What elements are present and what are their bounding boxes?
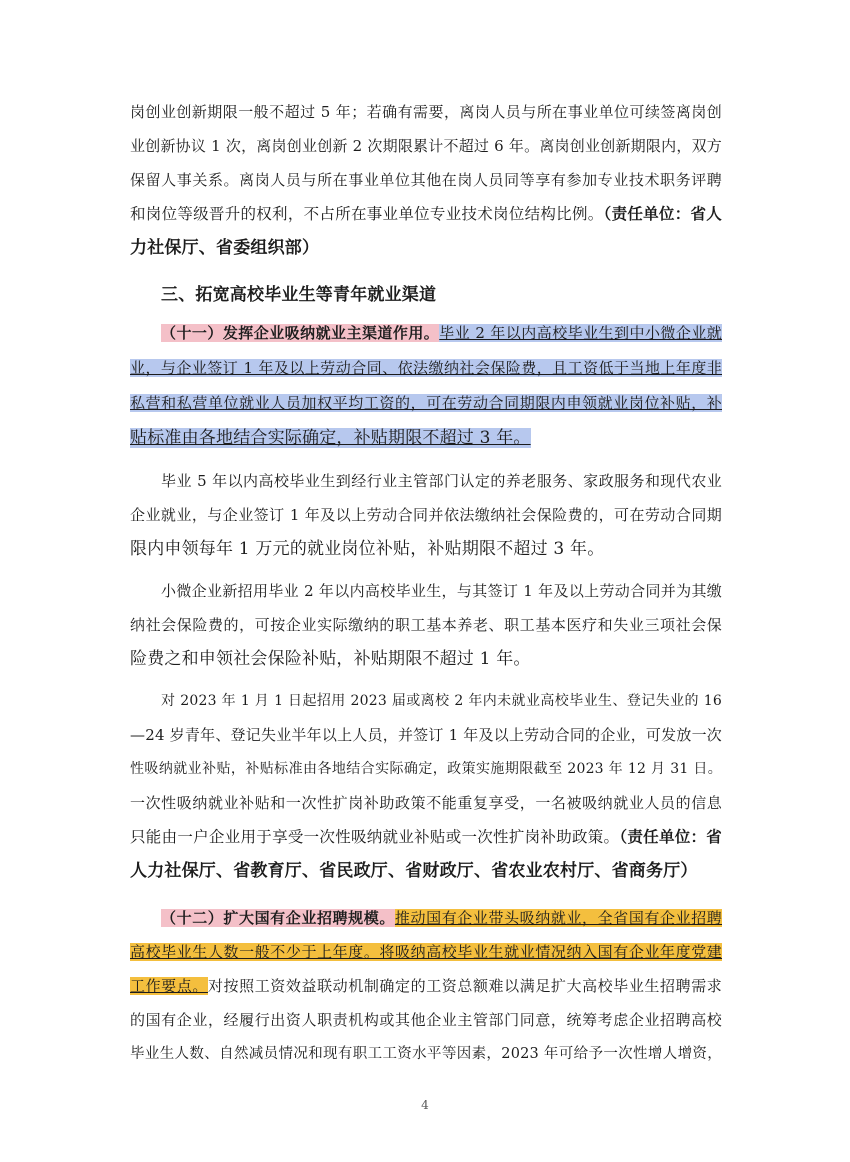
paragraph-line: 险费之和申领社会保险补贴，补贴期限不超过 1 年。 (130, 649, 531, 669)
clause-heading-11: （十一）发挥企业吸纳就业主渠道作用。 (161, 324, 440, 342)
highlighted-text: 贴标准由各地结合实际确定，补贴期限不超过 3 年。 (130, 428, 531, 448)
body-text: 和岗位等级晋升的权利，不占所在事业单位专业技术岗位结构比例。 (130, 205, 604, 223)
body-text: 对按照工资效益联动机制确定的工资总额难以满足扩大高校毕业生招聘需求 (207, 977, 722, 995)
paragraph-line: 企业就业，与企业签订 1 年及以上劳动合同并依法缴纳社会保险费的，可在劳动合同期 (130, 506, 722, 524)
highlighted-text: 工作要点。 (130, 977, 208, 995)
paragraph-line (130, 423, 722, 453)
paragraph-line: 性吸纳就业补贴，补贴标准由各地结合实际确定，政策实施期限截至 2023 年 12 月 31 日。 (130, 761, 722, 777)
paragraph-line: 保留人事关系。离岗人员与所在事业单位其他在岗人员同等享有参加专业技术职务评聘 (130, 171, 722, 189)
paragraph-line: 小微企业新招用毕业 2 年以内高校毕业生，与其签订 1 年及以上劳动合同并为其缴 (161, 582, 722, 600)
paragraph-line (130, 822, 722, 852)
section-heading: 三、拓宽高校毕业生等青年就业渠道 (161, 285, 437, 305)
paragraph-line: 毕业 5 年以内高校毕业生到经行业主管部门认定的养老服务、家政服务和现代农业 (161, 472, 722, 490)
highlighted-text: 高校毕业生人数一般不少于上年度。将吸纳高校毕业生就业情况纳入国有企业年度党建 (130, 943, 722, 961)
paragraph-line: 一次性吸纳就业补贴和一次性扩岗补助政策不能重复享受，一名被吸纳就业人员的信息 (130, 794, 722, 812)
paragraph-line (130, 199, 722, 229)
highlighted-text: 私营和私营单位就业人员加权平均工资的，可在劳动合同期限内申领就业岗位补贴，补 (130, 394, 722, 412)
page-number: 4 (421, 1098, 429, 1112)
paragraph-line: 限内申领每年 1 万元的就业岗位补贴，补贴期限不超过 3 年。 (130, 539, 605, 559)
responsible-unit-line: 人力社保厅、省教育厅、省民政厅、省财政厅、省农业农村厅、省商务厅） (130, 861, 698, 881)
highlighted-text: 毕业 2 年以内高校毕业生到中小微企业就 (439, 324, 722, 342)
highlighted-text: 推动国有企业带头吸纳就业，全省国有企业招聘 (394, 909, 722, 927)
responsible-unit-line: 力社保厅、省委组织部） (130, 238, 320, 258)
responsible-unit: （责任单位：省人 (603, 204, 722, 223)
clause-heading-12: （十二）扩大国有企业招聘规模。 (161, 909, 395, 927)
responsible-unit: （责任单位：省 (619, 827, 723, 846)
paragraph-line: 对 2023 年 1 月 1 日起招用 2023 届或离校 2 年内未就业高校毕业生、登记失业的 16 (161, 693, 722, 709)
paragraph-line: 岗创业创新期限一般不超过 5 年；若确有需要，离岗人员与所在事业单位可续签离岗创 (130, 103, 722, 121)
paragraph-line (130, 353, 722, 383)
paragraph-line (161, 318, 722, 348)
paragraph-line: 的国有企业，经履行出资人职责机构或其他企业主管部门同意，统筹考虑企业招聘高校 (130, 1011, 722, 1029)
paragraph-line (130, 937, 722, 967)
highlighted-text: 业，与企业签订 1 年及以上劳动合同、依法缴纳社会保险费，且工资低于当地上年度非 (130, 359, 722, 377)
body-text: 只能由一户企业用于享受一次性吸纳就业补贴或一次性扩岗补助政策。 (130, 828, 620, 846)
paragraph-line (130, 971, 722, 1001)
paragraph-line: 毕业生人数、自然减员情况和现有职工工资水平等因素，2023 年可给予一次性增人增资， (130, 1046, 722, 1062)
paragraph-line: —24 岁青年、登记失业半年以上人员，并签订 1 年及以上劳动合同的企业，可发放一次 (130, 726, 722, 744)
paragraph-line (130, 388, 722, 418)
paragraph-line: 业创新协议 1 次，离岗创业创新 2 次期限累计不超过 6 年。离岗创业创新期限内，双方 (130, 137, 722, 155)
paragraph-line: 纳社会保险费的，可按企业实际缴纳的职工基本养老、职工基本医疗和失业三项社会保 (130, 616, 722, 634)
paragraph-line (161, 903, 722, 933)
